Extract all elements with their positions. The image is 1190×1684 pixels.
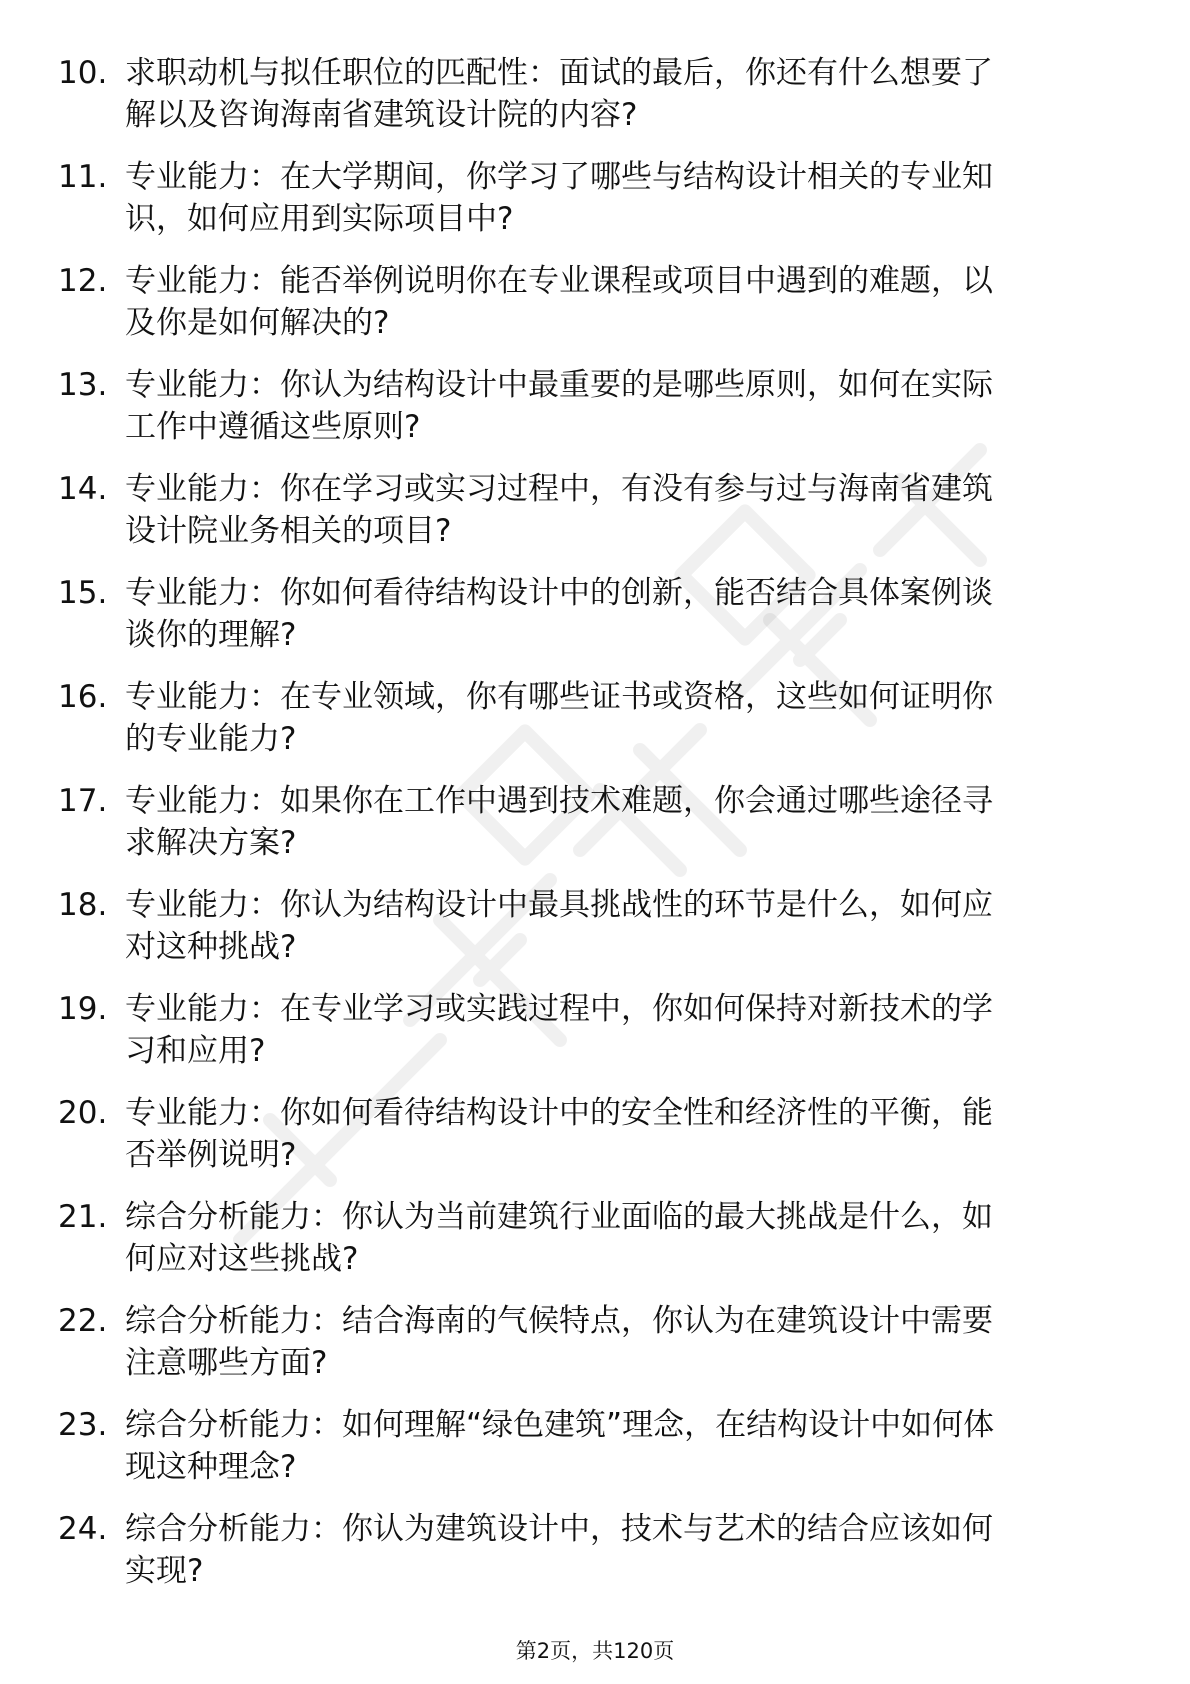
question-item <box>0 780 1190 884</box>
question-number: 18. <box>58 887 108 923</box>
question-number: 12. <box>58 263 108 299</box>
question-text-line-2: 谈你的理解? <box>125 617 297 653</box>
question-text-line-1: 综合分析能力：如何理解“绿色建筑”理念，在结构设计中如何体 <box>125 1407 995 1443</box>
question-number: 14. <box>58 471 108 507</box>
question-text-line-1: 专业能力：你认为结构设计中最具挑战性的环节是什么，如何应 <box>125 887 993 923</box>
question-text-line-1: 综合分析能力：你认为建筑设计中，技术与艺术的结合应该如何 <box>125 1511 993 1547</box>
question-item <box>0 884 1190 988</box>
question-text-line-1: 专业能力：在专业学习或实践过程中，你如何保持对新技术的学 <box>125 991 993 1027</box>
question-number: 19. <box>58 991 108 1027</box>
question-text-line-1: 专业能力：你认为结构设计中最重要的是哪些原则，如何在实际 <box>125 367 993 403</box>
question-number: 23. <box>58 1407 108 1443</box>
question-item <box>0 156 1190 260</box>
question-text-line-1: 专业能力：在大学期间，你学习了哪些与结构设计相关的专业知 <box>125 159 993 195</box>
question-text-line-1: 专业能力：在专业领域，你有哪些证书或资格，这些如何证明你 <box>125 679 993 715</box>
question-text-line-2: 求解决方案? <box>125 825 297 861</box>
question-number: 22. <box>58 1303 108 1339</box>
page-footer <box>0 1636 1190 1666</box>
question-text-line-2: 对这种挑战? <box>125 929 297 965</box>
question-number: 16. <box>58 679 108 715</box>
question-number: 24. <box>58 1511 108 1547</box>
question-text-line-1: 专业能力：能否举例说明你在专业课程或项目中遇到的难题，以 <box>125 263 993 299</box>
question-text-line-2: 的专业能力? <box>125 721 297 757</box>
page-number-label: 第2页，共120页 <box>515 1639 675 1663</box>
question-number: 17. <box>58 783 108 819</box>
question-text-line-2: 解以及咨询海南省建筑设计院的内容? <box>125 97 638 133</box>
question-text-line-1: 专业能力：你如何看待结构设计中的安全性和经济性的平衡，能 <box>125 1095 993 1131</box>
question-item <box>0 1092 1190 1196</box>
question-text-line-2: 习和应用? <box>125 1033 266 1069</box>
question-text-line-1: 专业能力：你如何看待结构设计中的创新，能否结合具体案例谈 <box>125 575 993 611</box>
question-item <box>0 1508 1190 1612</box>
question-list <box>0 52 1190 1612</box>
question-text-line-2: 何应对这些挑战? <box>125 1241 359 1277</box>
question-item <box>0 676 1190 780</box>
question-item <box>0 1196 1190 1300</box>
question-text-line-2: 识，如何应用到实际项目中? <box>125 201 514 237</box>
question-item <box>0 468 1190 572</box>
question-number: 11. <box>58 159 108 195</box>
question-text-line-1: 综合分析能力：你认为当前建筑行业面临的最大挑战是什么，如 <box>125 1199 993 1235</box>
question-text-line-2: 注意哪些方面? <box>125 1345 328 1381</box>
question-item <box>0 1300 1190 1404</box>
question-text-line-2: 设计院业务相关的项目? <box>125 513 452 549</box>
question-number: 20. <box>58 1095 108 1131</box>
question-number: 21. <box>58 1199 108 1235</box>
question-number: 10. <box>58 55 108 91</box>
question-text-line-2: 工作中遵循这些原则? <box>125 409 421 445</box>
question-text-line-1: 专业能力：你在学习或实习过程中，有没有参与过与海南省建筑 <box>125 471 993 507</box>
question-item <box>0 52 1190 156</box>
question-text-line-2: 现这种理念? <box>125 1449 297 1485</box>
question-text-line-2: 否举例说明? <box>125 1137 297 1173</box>
question-text-line-1: 综合分析能力：结合海南的气候特点，你认为在建筑设计中需要 <box>125 1303 993 1339</box>
question-number: 15. <box>58 575 108 611</box>
question-text-line-2: 及你是如何解决的? <box>125 305 390 341</box>
question-text-line-2: 实现? <box>125 1553 204 1589</box>
question-item <box>0 988 1190 1092</box>
question-item <box>0 364 1190 468</box>
question-text-line-1: 专业能力：如果你在工作中遇到技术难题，你会通过哪些途径寻 <box>125 783 993 819</box>
question-item <box>0 1404 1190 1508</box>
question-item <box>0 572 1190 676</box>
question-text-line-1: 求职动机与拟任职位的匹配性：面试的最后，你还有什么想要了 <box>125 55 993 91</box>
question-number: 13. <box>58 367 108 403</box>
question-item <box>0 260 1190 364</box>
